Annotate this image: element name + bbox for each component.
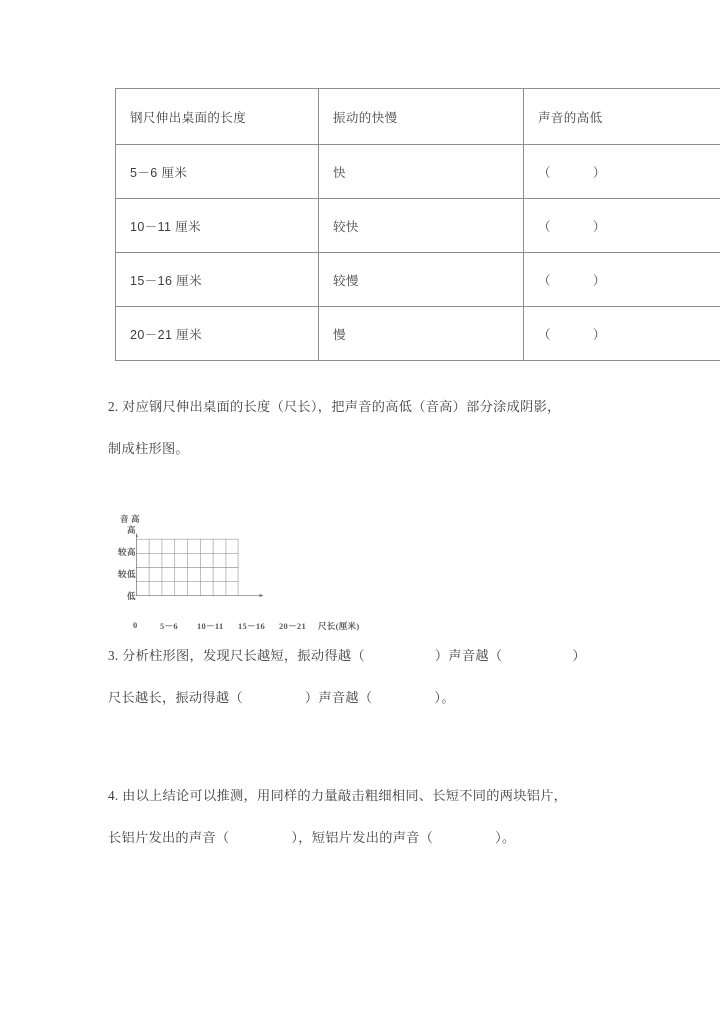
cell-length: 5－6 厘米 [116,145,319,199]
cell-speed: 较慢 [319,253,524,307]
chart-x-tick-1: 5－6 [160,621,178,631]
table-row [116,307,720,361]
table-row [116,253,720,307]
cell-length: 15－16 厘米 [116,253,319,307]
chart-y-tick-3: 低 [126,591,136,601]
question4-text-c: ）。 [495,830,516,845]
chart-y-tick-0: 高 [126,525,136,535]
chart-grid [136,528,296,617]
table-header-speed: 振动的快慢 [319,89,524,145]
paren-open: （ [538,327,551,342]
cell-speed: 快 [319,145,524,199]
cell-length: 20－21 厘米 [116,307,319,361]
question3-text-a: 3. 分析柱形图，发现尺长越短，振动得越（ [108,648,365,663]
table-row [116,145,720,199]
paren-close: ） [592,219,606,234]
table-body [116,89,720,361]
cell-pitch-blank[interactable] [524,253,720,307]
paren-open: （ [538,165,551,180]
chart-x-axis-title: 尺长(厘米) [318,621,360,631]
table-header-pitch: 声音的高低 [524,89,720,145]
chart-y-axis-title: 音高 [120,514,143,524]
question3-text-b: ）声音越（ [434,648,503,663]
x-axis-arrow [260,594,264,597]
question2-line1: 2. 对应钢尺伸出桌面的长度（尺长），把声音的高低（音高）部分涂成阴影， [108,399,561,414]
cell-pitch-blank[interactable] [524,145,720,199]
chart-y-tick-group [112,505,136,615]
pitch-bar-chart [112,505,382,645]
cell-pitch-blank[interactable] [524,307,720,361]
paren-open: （ [538,219,551,234]
question4-text-a: 长铝片发出的声音（ [108,830,230,845]
grid-horizontal-lines [136,539,238,581]
chart-x-tick-4: 20－21 [279,621,307,631]
question3-line1 [108,649,586,662]
cell-pitch-blank[interactable] [524,199,720,253]
paren-close: ） [592,273,606,288]
cell-speed: 慢 [319,307,524,361]
y-axis-arrow [136,533,138,537]
question3-text-c: ） [572,648,586,663]
question4-text-b: ），短铝片发出的声音（ [291,830,434,845]
vibration-pitch-table [115,88,720,361]
chart-y-tick-1: 较高 [117,547,136,557]
question4-line1: 4. 由以上结论可以推测，用同样的力量敲击粗细相同、长短不同的两块铝片， [108,788,568,803]
question2-line2: 制成柱形图。 [108,441,189,456]
cell-speed: 较快 [319,199,524,253]
paren-open: （ [538,273,551,288]
chart-y-tick-2: 较低 [117,569,136,579]
question4-line2 [108,831,516,844]
paren-close: ） [592,165,606,180]
cell-length: 10－11 厘米 [116,199,319,253]
chart-x-tick-3: 15－16 [238,621,266,631]
table-row [116,199,720,253]
question3-text-e: ）声音越（ [304,690,373,705]
chart-x-tick-0: 0 [133,620,138,630]
table-header-length: 钢尺伸出桌面的长度 [116,89,319,145]
question3-text-d: 尺长越长，振动得越（ [108,690,243,705]
question3-text-f: ）。 [434,690,455,705]
chart-x-tick-2: 10－11 [197,621,224,631]
paren-close: ） [592,327,606,342]
question3-line2 [108,691,455,704]
table-header-row [116,89,720,145]
